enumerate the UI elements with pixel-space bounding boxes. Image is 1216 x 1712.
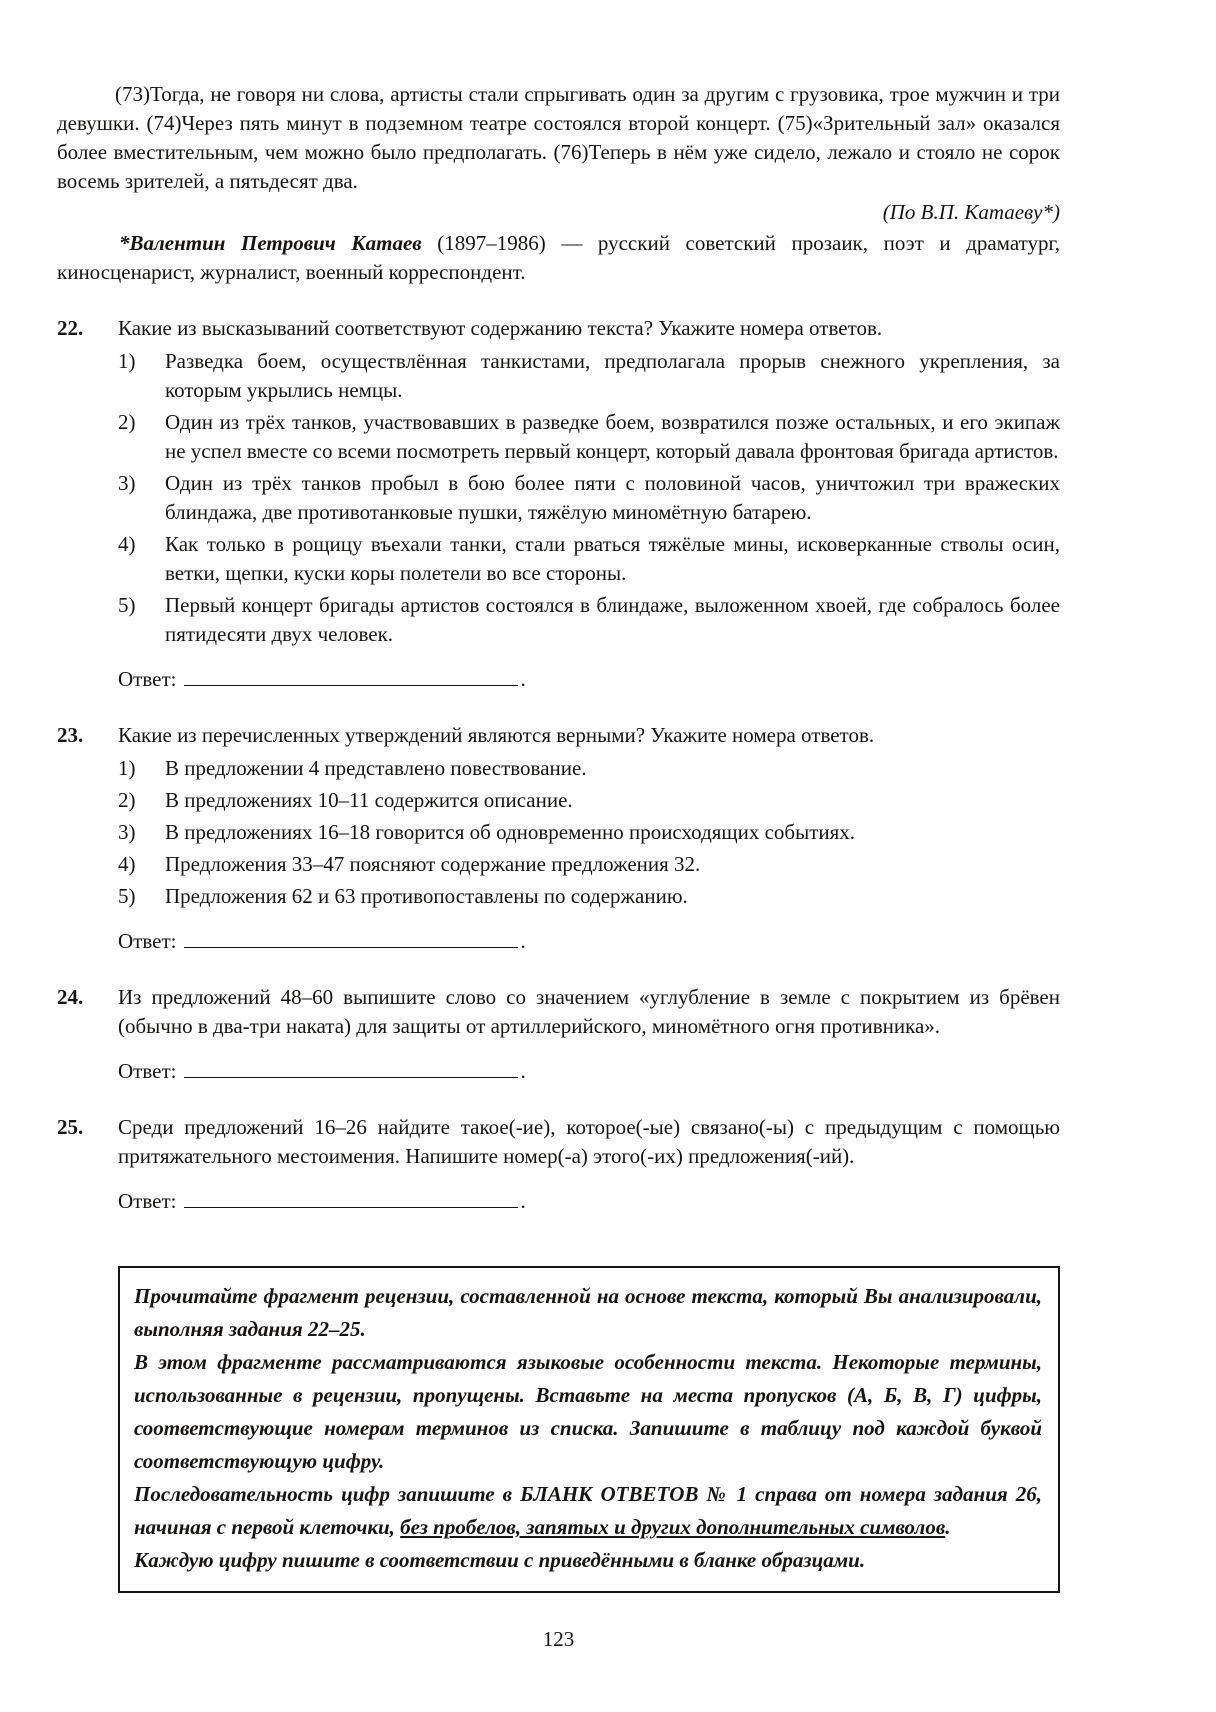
- instruction-paragraph: Каждую цифру пишите в соответствии с приведёнными в бланке образцами.: [134, 1548, 866, 1572]
- passage-attribution: (По В.П. Катаеву*): [882, 200, 1060, 224]
- answer-period: .: [520, 929, 526, 953]
- option: [118, 469, 1060, 527]
- option-number: 5): [118, 884, 136, 908]
- question-prompt: Какие из перечисленных утверждений являются верными? Укажите номера ответов.: [118, 723, 875, 747]
- options-list: [118, 347, 1060, 649]
- option-text: В предложениях 16–18 говорится об одновременно происходящих событиях.: [165, 820, 856, 844]
- instruction-underlined-text: без пробелов, запятых и других дополнительных символов: [400, 1515, 946, 1539]
- instruction-text: Последовательность цифр запишите в БЛАНК ОТВЕТОВ № 1 справа от номера задания 26, начиная с первой клеточки,: [134, 1482, 1042, 1539]
- footnote-author-name: *Валентин Петрович Катаев: [119, 231, 422, 255]
- option: [118, 347, 1060, 405]
- answer-row: [118, 1187, 1060, 1216]
- option-text: Как только в рощицу въехали танки, стали рваться тяжёлые мины, исковерканные стволы осин, ветки, щепки, куски коры полетели во все стороны.: [165, 532, 1060, 585]
- answer-blank[interactable]: [184, 1188, 518, 1208]
- answer-blank[interactable]: [184, 666, 518, 686]
- answer-row: [118, 927, 1060, 956]
- option-number: 3): [118, 471, 136, 495]
- instruction-paragraph: В этом фрагменте рассматриваются языковые особенности текста. Некоторые термины, использованные в рецензии, пропущены. Вставьте на места пропусков (А, Б, В, Г) цифры, соответствующие номерам терминов из списка. Запишите в таблицу под каждой буквой соответствующую цифру.: [134, 1350, 1042, 1473]
- options-list: [118, 754, 1060, 911]
- question-body: [118, 314, 1060, 694]
- answer-label: Ответ:: [118, 1189, 177, 1213]
- option: [118, 818, 1060, 847]
- option-number: 2): [118, 788, 136, 812]
- answer-blank[interactable]: [184, 1058, 518, 1078]
- option-text: Предложения 62 и 63 противопоставлены по содержанию.: [165, 884, 688, 908]
- option-number: 3): [118, 820, 136, 844]
- passage-footnote: [57, 229, 1060, 287]
- option: [118, 530, 1060, 588]
- question-number: 23.: [57, 723, 84, 747]
- option: [118, 850, 1060, 879]
- option-number: 1): [118, 349, 136, 373]
- instruction-text: .: [945, 1515, 951, 1539]
- question-prompt: Среди предложений 16–26 найдите такое(-ие), которое(-ые) связано(-ы) с предыдущим с помощью притяжательного местоимения. Напишите номер(-а) этого(-их) предложения(-ий).: [118, 1115, 1060, 1168]
- option-text: Разведка боем, осуществлённая танкистами, предполагала прорыв снежного укрепления, за которым укрылись немцы.: [165, 349, 1060, 402]
- instruction-paragraph: [134, 1478, 1042, 1544]
- answer-label: Ответ:: [118, 929, 177, 953]
- option-text: Один из трёх танков пробыл в бою более пяти с половиной часов, уничтожил три вражеских блиндажа, две противотанковые пушки, тяжёлую миномётную батарею.: [165, 471, 1060, 524]
- answer-label: Ответ:: [118, 1059, 177, 1083]
- option-number: 1): [118, 756, 136, 780]
- question-number: 24.: [57, 985, 84, 1009]
- passage-paragraph: (73)Тогда, не говоря ни слова, артисты стали спрыгивать один за другим с грузовика, трое мужчин и три девушки. (74)Через пять минут в подземном театре состоялся второй концерт. (75)«Зрительный зал» оказался более вместительным, чем можно было предполагать. (76)Теперь в нём уже сидело, лежало и стояло не сорок восемь зрителей, а пятьдесят два.: [57, 82, 1060, 193]
- option: [118, 882, 1060, 911]
- option: [118, 408, 1060, 466]
- option: [118, 786, 1060, 815]
- option: [118, 754, 1060, 783]
- question-body: [118, 983, 1060, 1086]
- question-number: 22.: [57, 316, 84, 340]
- question-body: [118, 721, 1060, 956]
- answer-label: Ответ:: [118, 667, 177, 691]
- question-number: 25.: [57, 1115, 84, 1139]
- option-number: 2): [118, 410, 136, 434]
- question-prompt: Какие из высказываний соответствуют содержанию текста? Укажите номера ответов.: [118, 316, 883, 340]
- question-23: [57, 721, 1060, 956]
- option-text: В предложении 4 представлено повествование.: [165, 756, 587, 780]
- question-body: [118, 1113, 1060, 1216]
- option-text: Первый концерт бригады артистов состоялся в блиндаже, выложенном хвоей, где собралось более пятидесяти двух человек.: [165, 593, 1060, 646]
- option-text: В предложениях 10–11 содержится описание.: [165, 788, 573, 812]
- question-prompt: Из предложений 48–60 выпишите слово со значением «углубление в земле с покрытием из брёвен (обычно в два-три наката) для защиты от артиллерийского, миномётного огня противника».: [118, 985, 1060, 1038]
- option-number: 4): [118, 852, 136, 876]
- question-22: [57, 314, 1060, 694]
- answer-period: .: [520, 1059, 526, 1083]
- instruction-paragraph: Прочитайте фрагмент рецензии, составленной на основе текста, который Вы анализировали, выполняя задания 22–25.: [134, 1284, 1042, 1341]
- answer-row: [118, 665, 1060, 694]
- task-26-instruction-box: [118, 1266, 1060, 1593]
- question-25: [57, 1113, 1060, 1216]
- option-text: Один из трёх танков, участвовавших в разведке боем, возвратился позже остальных, и его экипаж не успел вместе со всеми посмотреть первый концерт, который давала фронтовая бригада артистов.: [165, 410, 1060, 463]
- footnote-author-bio: (1897–1986) — русский советский прозаик, поэт и драматург, киносценарист, журналист, военный корреспондент.: [57, 231, 1060, 284]
- option-number: 5): [118, 593, 136, 617]
- page-number: 123: [542, 1627, 575, 1651]
- answer-row: [118, 1057, 1060, 1086]
- option: [118, 591, 1060, 649]
- question-24: [57, 983, 1060, 1086]
- answer-blank[interactable]: [184, 928, 518, 948]
- answer-period: .: [520, 667, 526, 691]
- answer-period: .: [520, 1189, 526, 1213]
- passage-section: [57, 80, 1060, 287]
- option-number: 4): [118, 532, 136, 556]
- option-text: Предложения 33–47 поясняют содержание предложения 32.: [165, 852, 701, 876]
